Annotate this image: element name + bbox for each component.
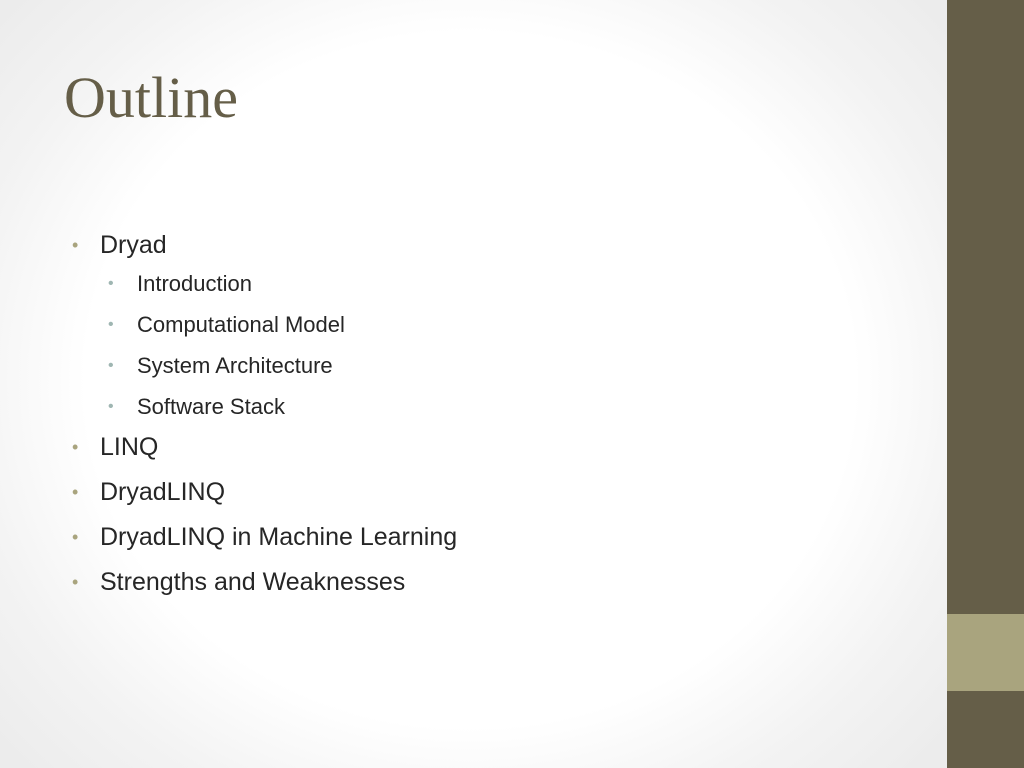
- outline-item-dryadlinq-ml: [72, 522, 457, 552]
- outline-subitem-system-architecture: [104, 352, 457, 380]
- side-accent-block: [947, 614, 1024, 691]
- bullet-icon: •: [72, 437, 79, 457]
- outline-item-label: Dryad: [100, 231, 167, 259]
- sub-bullet-icon: •: [108, 398, 114, 415]
- outline-item-linq: [72, 432, 457, 462]
- outline-item-label: DryadLINQ: [100, 478, 226, 506]
- outline-subitem-computational-model: [104, 311, 457, 339]
- outline-subitem-software-stack: [104, 393, 457, 421]
- dryad-sublist: [100, 270, 457, 421]
- sub-bullet-icon: •: [108, 357, 114, 374]
- outline-item-dryad: [72, 230, 457, 421]
- outline-item-dryadlinq: [72, 477, 457, 507]
- sub-bullet-icon: •: [108, 316, 114, 333]
- outline-subitem-label: System Architecture: [137, 353, 333, 378]
- bullet-icon: •: [72, 482, 79, 502]
- outline-subitem-label: Software Stack: [137, 394, 285, 419]
- outline-item-label: LINQ: [100, 433, 159, 461]
- bullet-icon: •: [72, 235, 79, 255]
- slide-title: Outline: [64, 65, 238, 130]
- outline-list: [72, 230, 457, 612]
- outline-subitem-label: Introduction: [137, 271, 252, 296]
- sub-bullet-icon: •: [108, 275, 114, 292]
- outline-item-strengths-weaknesses: [72, 567, 457, 597]
- outline-subitem-introduction: [104, 270, 457, 298]
- outline-item-label: Strengths and Weaknesses: [100, 568, 406, 596]
- bullet-icon: •: [72, 572, 79, 592]
- bullet-icon: •: [72, 527, 79, 547]
- outline-subitem-label: Computational Model: [137, 312, 345, 337]
- outline-item-label: DryadLINQ in Machine Learning: [100, 523, 458, 551]
